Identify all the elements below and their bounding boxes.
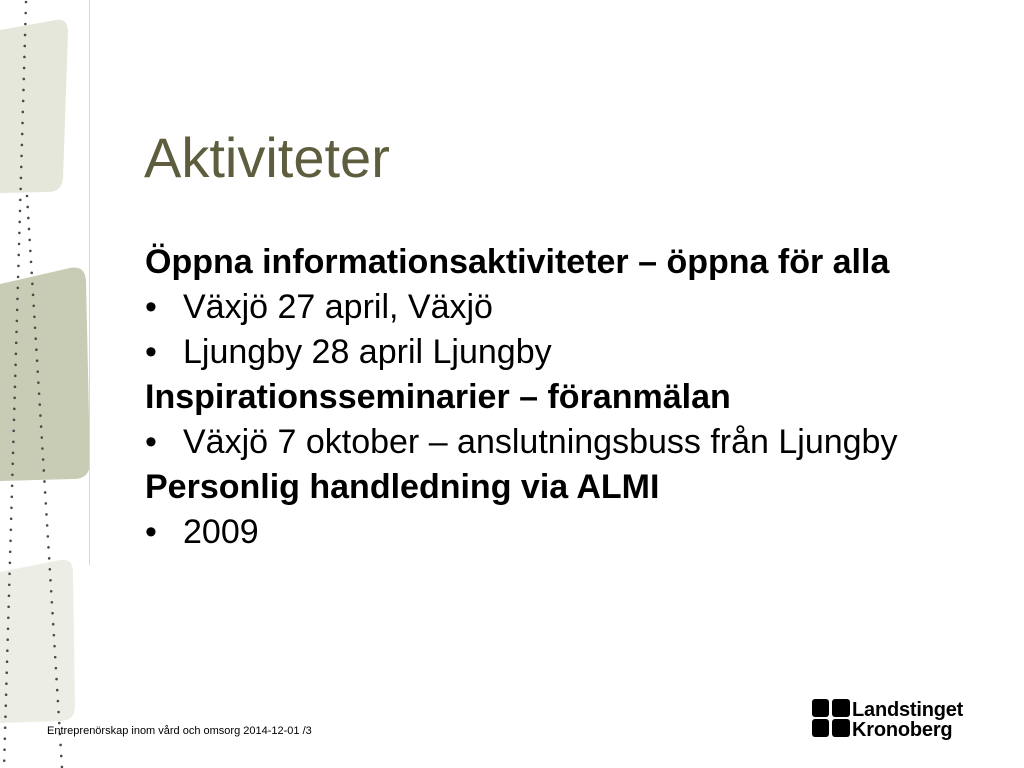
bullet-text: Växjö 7 oktober – anslutningsbuss från Ljungby — [183, 423, 898, 461]
bullet-marker — [145, 510, 157, 555]
logo-wordmark — [852, 700, 963, 740]
slide-footer: Entreprenörskap inom vård och omsorg 2014-12-01 /3 — [47, 725, 312, 737]
bullet-item — [145, 510, 897, 555]
side-decoration — [0, 0, 100, 768]
slide-title: Aktiviteter — [144, 126, 390, 189]
decor-block-bottom — [0, 560, 75, 723]
landstinget-kronoberg-logo-icon — [812, 698, 850, 738]
section-heading: Inspirationsseminarier – föranmälan — [145, 378, 731, 416]
logo-line-2: Kronoberg — [852, 719, 953, 741]
bullet-marker — [145, 330, 157, 375]
bullet-item — [145, 420, 897, 465]
bullet-text: 2009 — [183, 513, 259, 551]
section-heading: Personlig handledning via ALMI — [145, 468, 660, 506]
bullet-item — [145, 330, 897, 375]
bullet-text: Växjö 27 april, Växjö — [183, 288, 493, 326]
section-heading: Öppna informationsaktiviteter – öppna för alla — [145, 243, 890, 281]
bullet-marker — [145, 285, 157, 330]
decor-block-middle — [0, 268, 90, 481]
bullet-marker — [145, 420, 157, 465]
logo-line-1: Landstinget — [852, 699, 964, 721]
decor-block-top — [0, 20, 68, 193]
slide-body — [145, 240, 897, 555]
bullet-item — [145, 285, 897, 330]
bullet-text: Ljungby 28 april Ljungby — [183, 333, 552, 371]
organization-logo — [812, 698, 963, 740]
